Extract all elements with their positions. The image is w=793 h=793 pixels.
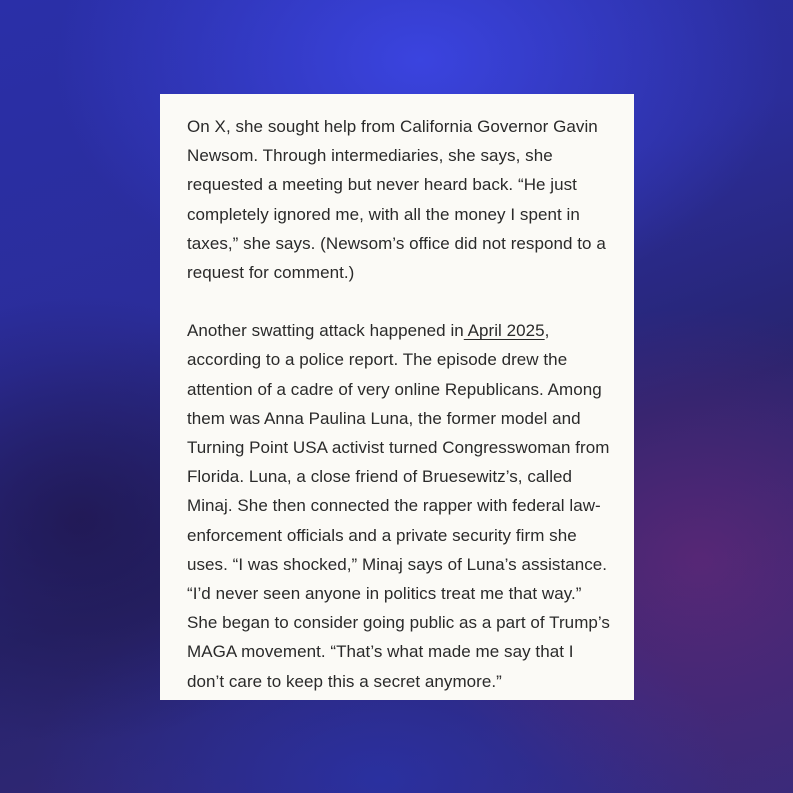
article-paragraph-1: On X, she sought help from California Governor Gavin Newsom. Through intermediaries, she says, she requested a meeting but never heard back. “He just completely ignored me, with all the money I spent in taxes,” she says. (Newsom’s office did not respond to a request for comment.): [187, 117, 606, 283]
paragraph-2-text-end: , according to a police report. The episode drew the attention of a cadre of very online Republicans. Among them was Anna Paulina Luna, the former model and Turning Point USA activist turned Congresswoman from Florida. Luna, a close friend of Bruesewitz’s, called Minaj. She then connected the rapper with federal law-enforcement officials and a private security firm she uses. “I was shocked,” Minaj says of Luna’s assistance. “I’d never seen anyone in politics treat me that way.” She began to consider going public as a part of Trump’s MAGA movement. “That’s what made me say that I don’t care to keep this a secret anymore.”: [187, 321, 610, 691]
april-2025-link[interactable]: April 2025: [463, 321, 545, 341]
article-card: [160, 94, 634, 700]
paragraph-2-text-start: Another swatting attack happened in: [187, 321, 464, 341]
article-paragraph-2: [187, 316, 614, 696]
